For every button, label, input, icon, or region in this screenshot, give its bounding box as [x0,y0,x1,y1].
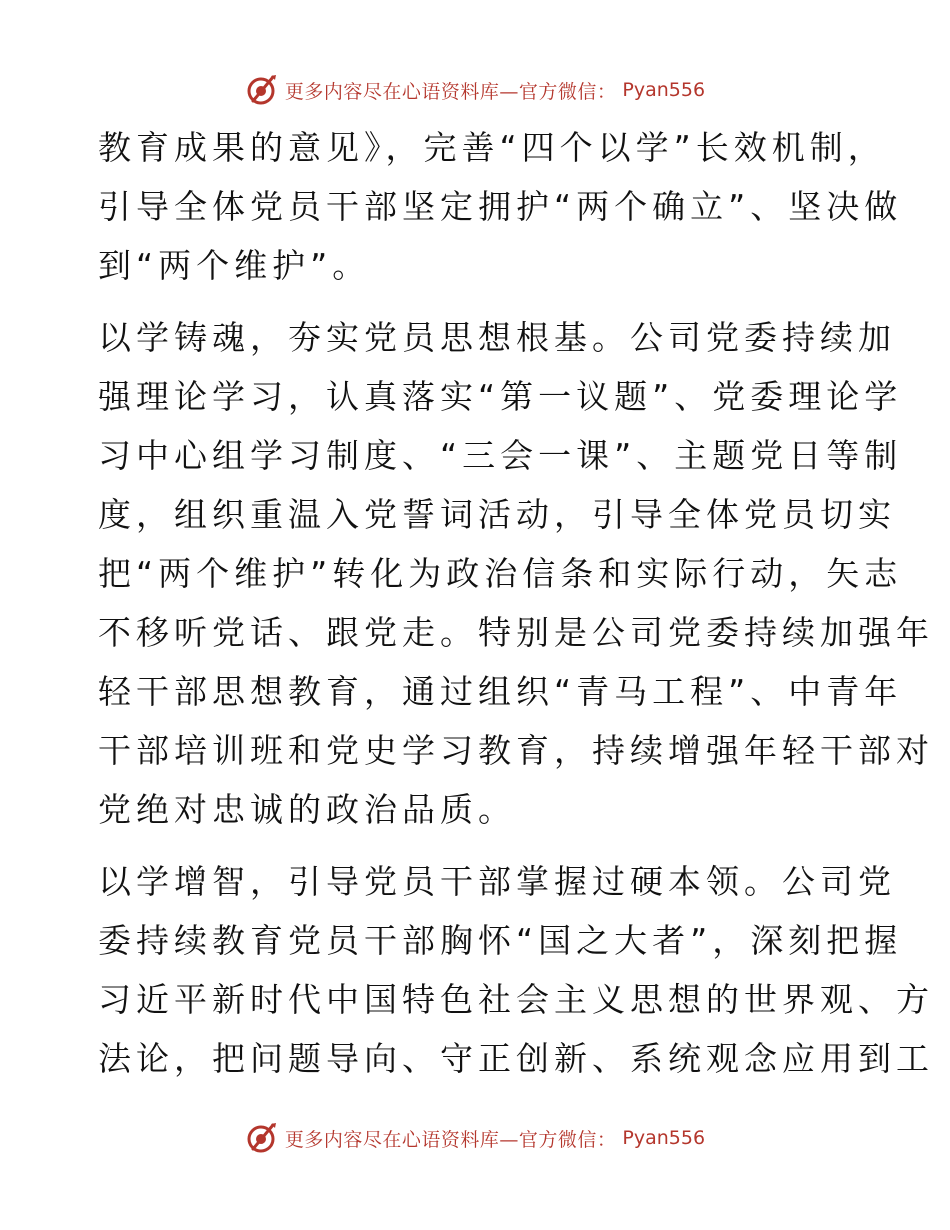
watermark-text: 更多内容尽在心语资料库—官方微信： [284,80,617,103]
watermark-wechat-id: Pyan556 [622,79,706,101]
text-line: 把“两个维护”转化为政治信条和实际行动，矢志 [98,554,903,593]
header-watermark [0,70,950,110]
text-line: 度，组织重温入党誓词活动，引导全体党员切实 [98,495,896,534]
brush-logo-icon [245,1121,279,1155]
text-line: 法论，把问题导向、守正创新、系统观念应用到工 [98,1039,934,1078]
text-line: 以学增智，引导党员干部掌握过硬本领。公司党 [98,862,896,901]
text-line: 干部培训班和党史学习教育，持续增强年轻干部对 [98,731,934,770]
text-line: 到“两个维护”。 [98,246,371,285]
text-line: 轻干部思想教育，通过组织“青马工程”、中青年 [98,672,903,711]
text-line: 习中心组学习制度、“三会一课”、主题党日等制 [98,436,903,475]
paragraph-1 [98,118,903,295]
footer-watermark [0,1118,950,1158]
text-line: 引导全体党员干部坚定拥护“两个确立”、坚决做 [98,187,903,226]
text-line: 习近平新时代中国特色社会主义思想的世界观、方 [98,980,934,1019]
watermark-wechat-id: Pyan556 [622,1127,706,1149]
text-line: 以学铸魂，夯实党员思想根基。公司党委持续加 [98,318,896,357]
text-line: 委持续教育党员干部胸怀“国之大者”，深刻把握 [98,921,903,960]
text-line: 党绝对忠诚的政治品质。 [98,790,516,829]
text-line: 教育成果的意见》，完善“四个以学”长效机制， [98,128,886,167]
paragraph-3 [98,852,934,1088]
brush-logo-icon [245,73,279,107]
text-line: 不移听党话、跟党走。特别是公司党委持续加强年 [98,613,934,652]
document-body [98,118,934,1088]
paragraph-2 [98,308,934,839]
watermark-text: 更多内容尽在心语资料库—官方微信： [284,1128,617,1151]
text-line: 强理论学习，认真落实“第一议题”、党委理论学 [98,377,903,416]
